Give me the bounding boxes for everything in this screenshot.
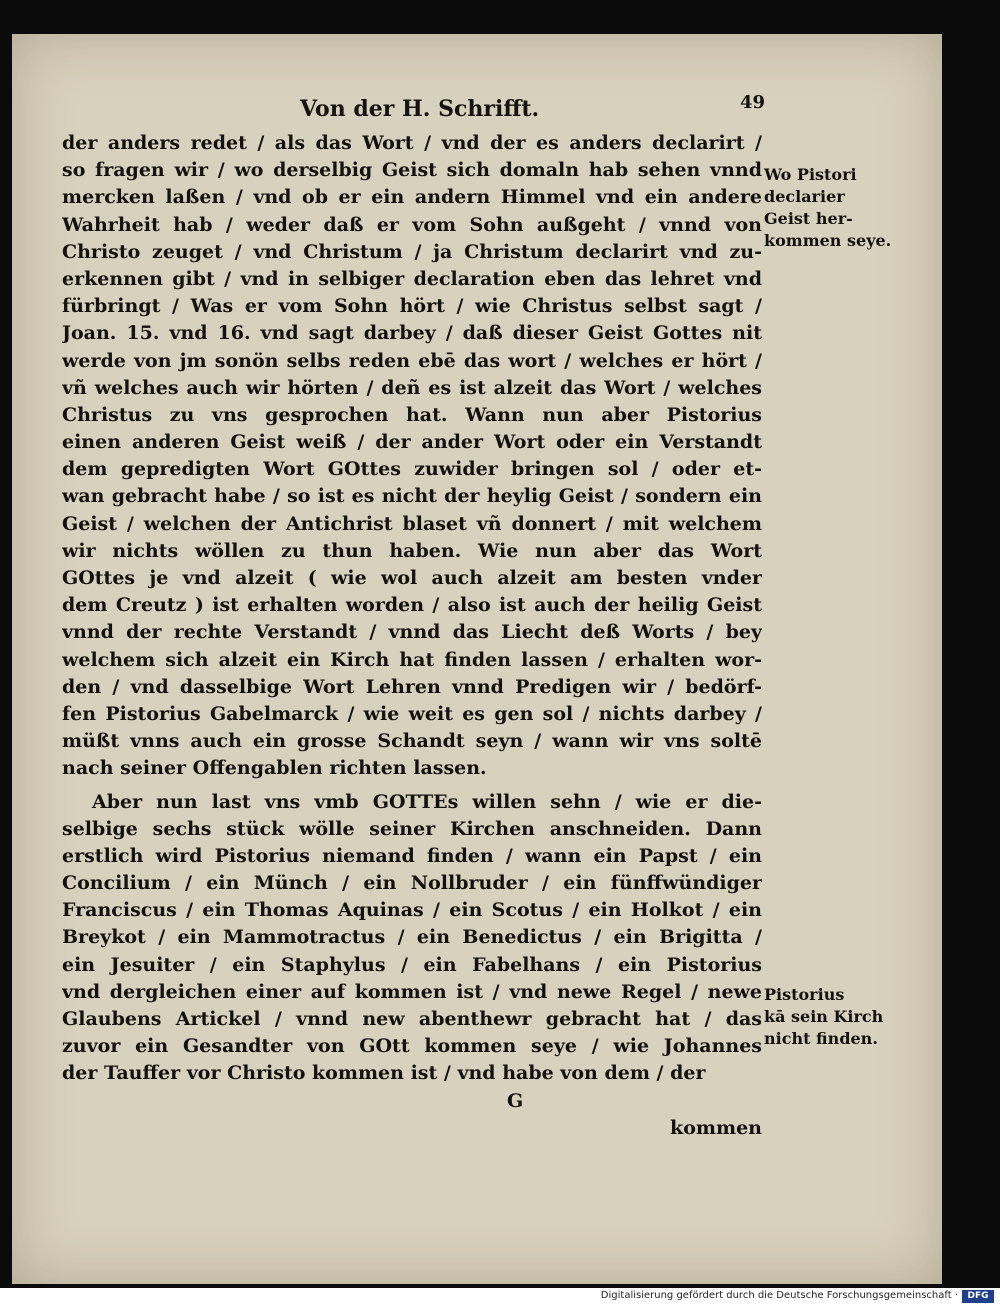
text-line: erstlich wird Pistorius niemand finden / wann ein Papst / ein <box>62 844 762 867</box>
marginal-line: declarier <box>764 187 845 206</box>
text-line: Wahrheit hab / weder daß er vom Sohn außgeht / vnnd von <box>62 213 762 236</box>
text-line: dem gepredigten Wort GOttes zuwider bringen sol / oder et- <box>62 458 762 481</box>
funding-notice: Digitalisierung gefördert durch die Deutsche Forschungsgemeinschaft · <box>600 1290 958 1301</box>
marginal-note-2 <box>764 984 924 1050</box>
text-line: werde von jm sonön selbs reden ebē das wort / welches er hört / <box>62 349 762 372</box>
marginal-line: kā sein Kirch <box>764 1007 884 1026</box>
marginal-line: nicht finden. <box>764 1029 878 1048</box>
text-line: welchem sich alzeit ein Kirch hat finden lassen / erhalten wor- <box>62 648 762 671</box>
text-line: Joan. 15. vnd 16. vnd sagt darbey / daß dieser Geist Gottes nit <box>62 322 762 345</box>
text-line: Geist / welchen der Antichrist blaset vñ donnert / mit welchem <box>62 512 762 535</box>
paragraph-1 <box>62 130 762 783</box>
text-line: ein Jesuiter / ein Staphylus / ein Fabelhans / ein Pistorius <box>62 953 762 976</box>
text-line: Christus zu vns gesprochen hat. Wann nun aber Pistorius <box>62 403 762 426</box>
text-line: der anders redet / als das Wort / vnd der es anders declarirt / <box>62 132 762 154</box>
text-line: Concilium / ein Münch / ein Nollbruder / ein fünffwündiger <box>62 872 762 895</box>
text-line: den / vnd dasselbige Wort Lehren vnnd Predigen wir / bedörf- <box>62 675 762 698</box>
text-line: wir nichts wöllen zu thun haben. Wie nun aber das Wort <box>62 539 762 562</box>
text-line: Breykot / ein Mammotractus / ein Benedictus / ein Brigitta / <box>62 926 762 949</box>
text-line: Christo zeuget / vnd Christum / ja Christum declarirt vnd zu- <box>62 240 762 263</box>
text-line: vnd dergleichen einer auf kommen ist / vnd newe Regel / newe <box>62 980 762 1003</box>
text-line: nach seiner Offengablen richten lassen. <box>62 757 487 780</box>
text-line: einen anderen Geist weiß / der ander Wort oder ein Verstandt <box>62 431 762 454</box>
text-line: mercken laßen / vnd ob er ein andern Himmel vnd ein andere <box>62 186 762 209</box>
text-line: Franciscus / ein Thomas Aquinas / ein Scotus / ein Holkot / ein <box>62 899 762 922</box>
marginal-line: Geist her- <box>764 209 853 228</box>
catchword: kommen <box>670 1116 762 1139</box>
text-line: Glaubens Artickel / vnnd new abenthewr gebracht hat / das <box>62 1008 762 1030</box>
marginal-line: Wo Pistori <box>764 165 857 184</box>
text-line: Aber nun last vns vmb GOTTEs willen sehn / wie er die- <box>92 790 762 813</box>
running-title: Von der H. Schrifft. <box>300 96 540 122</box>
footer-bar <box>0 1288 1000 1306</box>
text-line: erkennen gibt / vnd in selbiger declaration eben das lehret vnd <box>62 267 762 290</box>
text-line: vnnd der rechte Verstandt / vnnd das Liecht deß Worts / bey <box>62 621 762 644</box>
text-line: fürbringt / Was er vom Sohn hört / wie Christus selbst sagt / <box>62 295 762 318</box>
text-line: wan gebracht habe / so ist es nicht der heylig Geist / sondern ein <box>62 485 762 508</box>
dfg-logo: DFG <box>962 1290 994 1303</box>
text-line: GOttes je vnd alzeit ( wie wol auch alzeit am besten vnder <box>62 567 762 589</box>
book-page <box>12 34 942 1284</box>
marginal-line: kommen seye. <box>764 231 892 250</box>
text-line: dem Creutz ) ist erhalten worden / also ist auch der heilig Geist <box>62 594 762 617</box>
text-line: selbige sechs stück wölle seiner Kirchen anschneiden. Dann <box>62 817 762 840</box>
text-line: zuvor ein Gesandter von GOtt kommen seye / wie Johannes <box>62 1035 762 1058</box>
marginal-line: Pistorius <box>764 985 845 1004</box>
page-header <box>12 92 942 128</box>
marginal-note-1 <box>764 164 924 252</box>
text-line: vñ welches auch wir hörten / deñ es ist alzeit das Wort / welches <box>62 376 762 399</box>
signature-mark: G <box>507 1089 524 1112</box>
text-line: müßt vnns auch ein grosse Schandt seyn / wann wir vns soltē <box>62 730 762 753</box>
paragraph-2 <box>62 789 762 1088</box>
folio-number: 49 <box>740 92 766 113</box>
text-line: der Tauffer vor Christo kommen ist / vnd habe von dem / der <box>62 1062 706 1085</box>
main-text-block <box>62 130 762 1142</box>
text-line: so fragen wir / wo derselbig Geist sich domaln hab sehen vnnd <box>62 159 762 182</box>
text-line: fen Pistorius Gabelmarck / wie weit es gen sol / nichts darbey / <box>62 702 762 725</box>
